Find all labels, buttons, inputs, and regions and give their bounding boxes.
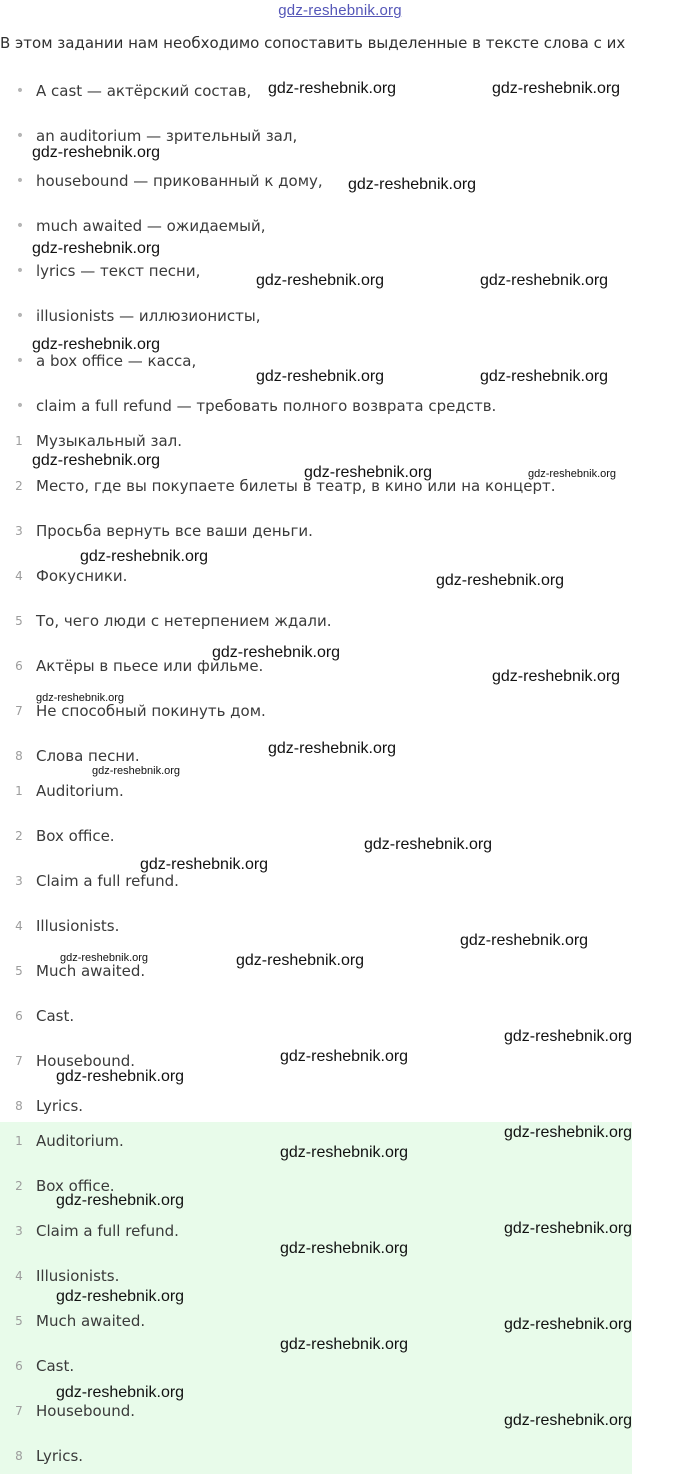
page: gdz-reshebnik.org В этом задании нам необходимо сопоставить выделенные в тексте слова с их • A cast — актёрский состав, • an auditorium — зрительный зал, • housebound — прикованный к дому, • much awaited — ожидаемый, • lyrics — текст песни, • illusionists — иллюзионисты, • a box office — касса, • claim a full refund — требовать полного возврата средств. 1 Музыкальный зал. 2 Место, где вы покупаете билеты в театр, в кино или на концерт. 3 Просьба вернуть все ваши деньги. 4 Фокусники. 5 То, чего люди с нетерпением ждали. 6 Актёры в пьесе или фильме. 7 Не способный покинуть дом. 8 Слова песни. 1 Auditorium. 2 Box office. 3 Claim a full refund. 4 Illusionists. 5 Much awaited. 6 Cast. 7 Housebound. 8 Lyrics. 1 Auditorium. 2 Box office. 3 Claim a full refund. 4 Illusionists. 5 Much awaited. 6 Cast. 7 Housebound. 8 Lyrics. gdz-reshebnik.org gdz-reshebnik.org gdz-reshebnik.org gdz-reshebnik.org gdz-reshebnik.org gdz-reshebnik.org gdz-reshebnik.org gdz-reshebnik.org gdz-reshebnik.org gdz-reshebnik.org gdz-reshebnik.org gdz-reshebnik.org gdz-reshebnik.org gdz-reshebnik.org gdz-reshebnik.org gdz-reshebnik.org gdz-reshebnik.org gdz-reshebnik.org gdz-reshebnik.org gdz-reshebnik.org gdz-reshebnik.org gdz-reshebnik.org gdz-reshebnik.org gdz-reshebnik.org gdz-reshebnik.org gdz-reshebnik.org gdz-reshebnik.org gdz-reshebnik.org gdz-reshebnik.org gdz-reshebnik.org gdz-reshebnik.org gdz-reshebnik.org gdz-reshebnik.org gdz-reshebnik.org gdz-reshebnik.org gdz-reshebnik.org gdz-reshebnik.org gdz-reshebnik.org: [0, 0, 680, 1474]
watermark-text: gdz-reshebnik.org: [92, 765, 181, 777]
watermark-text: gdz-reshebnik.org: [56, 1192, 185, 1209]
watermark-text: gdz-reshebnik.org: [236, 952, 365, 969]
watermark-text: gdz-reshebnik.org: [56, 1068, 185, 1085]
intro-text: В этом задании нам необходимо сопоставить выделенные в тексте слова с их: [0, 34, 626, 52]
watermark-text: gdz-reshebnik.org: [32, 240, 161, 257]
watermark-text: gdz-reshebnik.org: [32, 144, 161, 161]
watermark-text: gdz-reshebnik.org: [504, 1412, 633, 1429]
watermark-text: gdz-reshebnik.org: [60, 952, 149, 964]
watermark-text: gdz-reshebnik.org: [280, 1240, 409, 1257]
watermark-text: gdz-reshebnik.org: [280, 1336, 409, 1353]
watermark-text: gdz-reshebnik.org: [36, 692, 125, 704]
watermark-text: gdz-reshebnik.org: [492, 80, 621, 97]
watermark-text: gdz-reshebnik.org: [528, 468, 617, 480]
bullet-icon: •: [15, 353, 25, 369]
watermark-text: gdz-reshebnik.org: [504, 1220, 633, 1237]
watermark-text: gdz-reshebnik.org: [56, 1288, 185, 1305]
bullet-icon: •: [15, 308, 25, 324]
watermark-text: gdz-reshebnik.org: [348, 176, 477, 193]
bullet-icon: •: [15, 128, 25, 144]
watermark-text: gdz-reshebnik.org: [80, 548, 209, 565]
watermark-text: gdz-reshebnik.org: [504, 1124, 633, 1141]
watermark-text: gdz-reshebnik.org: [480, 272, 609, 289]
watermark-text: gdz-reshebnik.org: [256, 368, 385, 385]
watermark-text: gdz-reshebnik.org: [56, 1384, 185, 1401]
watermark-text: gdz-reshebnik.org: [32, 336, 161, 353]
watermark-text: gdz-reshebnik.org: [256, 272, 385, 289]
watermark-text: gdz-reshebnik.org: [460, 932, 589, 949]
bullet-icon: •: [15, 173, 25, 189]
bullet-icon: •: [15, 263, 25, 279]
watermark-text: gdz-reshebnik.org: [492, 668, 621, 685]
watermark-text: gdz-reshebnik.org: [436, 572, 565, 589]
bullet-icon: •: [15, 83, 25, 99]
watermark-text: gdz-reshebnik.org: [268, 80, 397, 97]
watermark-text: gdz-reshebnik.org: [268, 740, 397, 757]
watermark-text: gdz-reshebnik.org: [304, 464, 433, 481]
watermark-text: gdz-reshebnik.org: [212, 644, 341, 661]
watermark-text: gdz-reshebnik.org: [280, 1144, 409, 1161]
watermark-text: gdz-reshebnik.org: [504, 1316, 633, 1333]
watermark-text: gdz-reshebnik.org: [480, 368, 609, 385]
watermark-text: gdz-reshebnik.org: [32, 452, 161, 469]
site-watermark-link[interactable]: gdz-reshebnik.org: [278, 2, 402, 19]
watermark-text: gdz-reshebnik.org: [504, 1028, 633, 1045]
bullet-icon: •: [15, 398, 25, 414]
bullet-icon: •: [15, 218, 25, 234]
watermark-text: gdz-reshebnik.org: [280, 1048, 409, 1065]
watermark-text: gdz-reshebnik.org: [140, 856, 269, 873]
watermark-text: gdz-reshebnik.org: [364, 836, 493, 853]
